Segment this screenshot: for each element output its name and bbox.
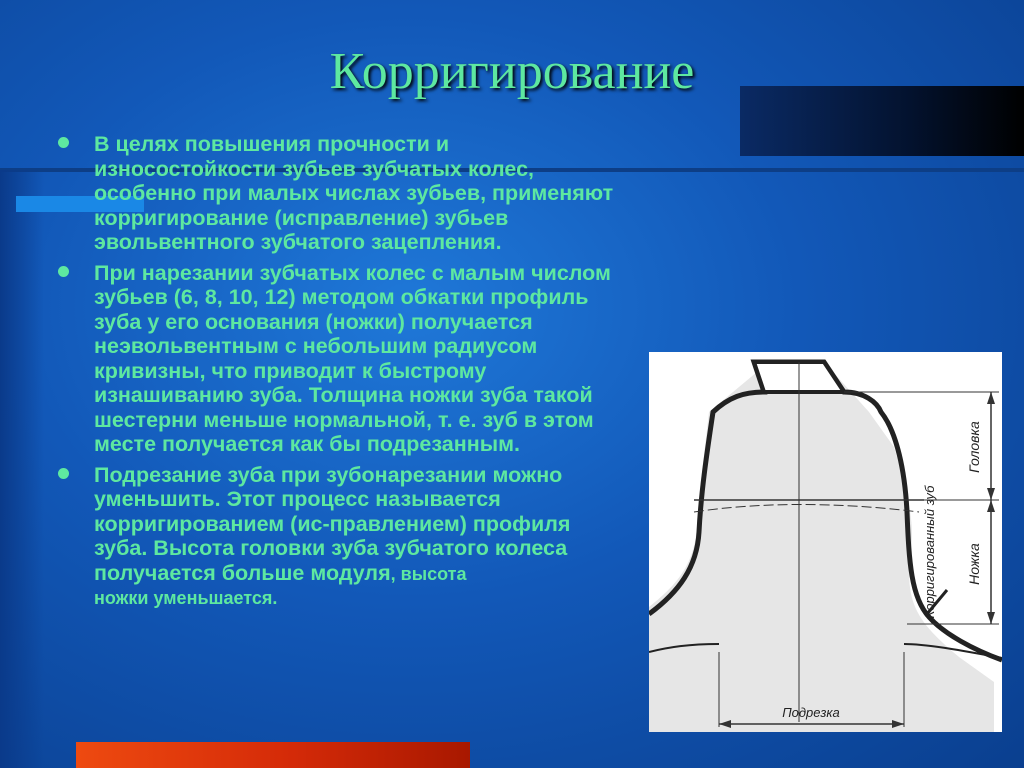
bullet-dot-icon	[58, 137, 69, 148]
slide-title-text: Корригирование	[329, 43, 695, 100]
bullet-text: В целях повышения прочности и износостойкости зубьев зубчатых колес, особенно при малых числах зубьев, применяют корригирование (исправление) зубьев эвольвентного зубчатого зацепления.	[94, 132, 614, 254]
head-label: Головка	[966, 421, 982, 473]
bullet-item	[58, 132, 618, 255]
bullet-dot-icon	[58, 266, 69, 277]
arrow-head-icon	[987, 612, 995, 624]
arrow-head-icon	[987, 488, 995, 500]
bullet-list	[58, 132, 618, 617]
bullet-text-end: ножки уменьшается.	[94, 588, 278, 608]
left-shadow-decor	[0, 170, 44, 768]
arrow-head-icon	[987, 500, 995, 512]
gear-tooth-diagram	[649, 352, 1002, 732]
bullet-text: При нарезании зубчатых колес с малым числом зубьев (6, 8, 10, 12) методом обкатки профиль зуба у его основания (ножки) получается неэвольвентным с небольшим радиусом кривизны, что приводит к быстрому изнашиванию зуба. Толщина ножки зуба такой шестерни меньше нормальной, т. е. зуб в этом месте получается как бы подрезанным.	[94, 260, 611, 456]
undercut-label: Подрезка	[782, 705, 840, 720]
foot-label: Ножка	[966, 543, 982, 585]
corrected-tooth-label: Корригированный зуб	[922, 485, 937, 619]
bullet-dot-icon	[58, 468, 69, 479]
bullet-item	[58, 463, 618, 611]
bullet-item	[58, 261, 618, 457]
slide-title	[0, 42, 1024, 101]
bullet-text-tail: , высота	[390, 563, 467, 584]
tooth-fill	[649, 362, 994, 732]
bullet-text: Подрезание зуба при зубонарезании можно уменьшить. Этот процесс называется корригированием (ис-правлением) профиля зуба. Высота головки зуба зубчатого колеса получается больше модуля	[94, 462, 571, 585]
bottom-red-bar	[76, 742, 470, 768]
arrow-head-icon	[987, 392, 995, 404]
gear-tooth-svg	[649, 352, 1002, 732]
